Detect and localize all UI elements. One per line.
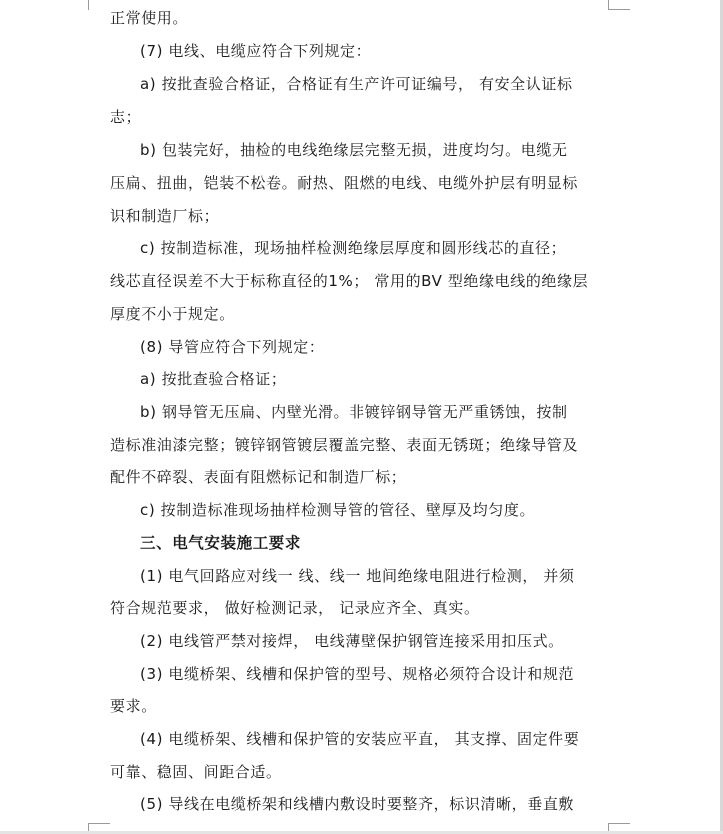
paragraph-line: 线芯直径误差不大于标称直径的1%； 常用的BV 型绝缘电线的绝缘层 (110, 272, 589, 290)
crop-mark-top-left (88, 0, 89, 10)
crop-mark-top-right-h (608, 9, 630, 10)
paragraph-line: (1) 电气回路应对线一 线、线一 地间绝缘电阻进行检测， 并须 (140, 567, 575, 585)
paragraph-line: c) 按制造标准现场抽样检测导管的管径、壁厚及均匀度。 (140, 501, 536, 519)
paragraph-line: 识和制造厂标； (110, 207, 220, 225)
paragraph-line: b) 钢导管无压扁、内壁光滑。非镀锌钢导管无严重锈蚀，按制 (140, 403, 568, 421)
paragraph-line: (4) 电缆桥架、线槽和保护管的安装应平直， 其支撑、固定件要 (140, 730, 580, 748)
paragraph-line: (3) 电缆桥架、线槽和保护管的型号、规格必须符合设计和规范 (140, 665, 575, 683)
paragraph-line: 厚度不小于规定。 (110, 305, 235, 323)
paragraph-line: a) 按批查验合格证，合格证有生产许可证编号， 有安全认证标 (140, 75, 573, 93)
paragraph-line: 压扁、扭曲，铠装不松卷。耐热、阻燃的电线、电缆外护层有明显标 (110, 174, 579, 192)
paragraph-line: 配件不碎裂、表面有阻燃标记和制造厂标； (110, 468, 407, 486)
paragraph-line: 造标准油漆完整；镀锌钢管镀层覆盖完整、表面无锈斑；绝缘导管及 (110, 436, 579, 454)
paragraph-line: 正常使用。 (110, 9, 189, 27)
paragraph-line: b) 包装完好，抽检的电线绝缘层完整无损，进度均匀。电缆无 (140, 141, 568, 159)
paragraph-line: 志； (110, 108, 142, 126)
paragraph-line: 符合规范要求， 做好检测记录， 记录应齐全、真实。 (110, 599, 480, 617)
crop-mark-bottom-left-h (88, 823, 110, 824)
paragraph-line: (8) 导管应符合下列规定： (140, 338, 325, 356)
paragraph-line: (7) 电线、电缆应符合下列规定： (140, 42, 372, 60)
paragraph-line: 可靠、稳固、间距合适。 (110, 763, 282, 781)
section-heading: 三、电气安装施工要求 (140, 534, 302, 552)
paragraph-line: (2) 电线管严禁对接焊， 电线薄壁保护钢管连接采用扣压式。 (140, 632, 564, 650)
paragraph-line: c) 按制造标准，现场抽样检测绝缘层厚度和圆形线芯的直径； (140, 239, 567, 257)
crop-mark-bottom-right-h (608, 823, 630, 824)
paragraph-line: (5) 导线在电缆桥架和线槽内敷设时要整齐，标识清晰，垂直敷 (140, 795, 575, 813)
paragraph-line: a) 按批查验合格证； (140, 370, 287, 388)
paragraph-line: 要求。 (110, 697, 157, 715)
